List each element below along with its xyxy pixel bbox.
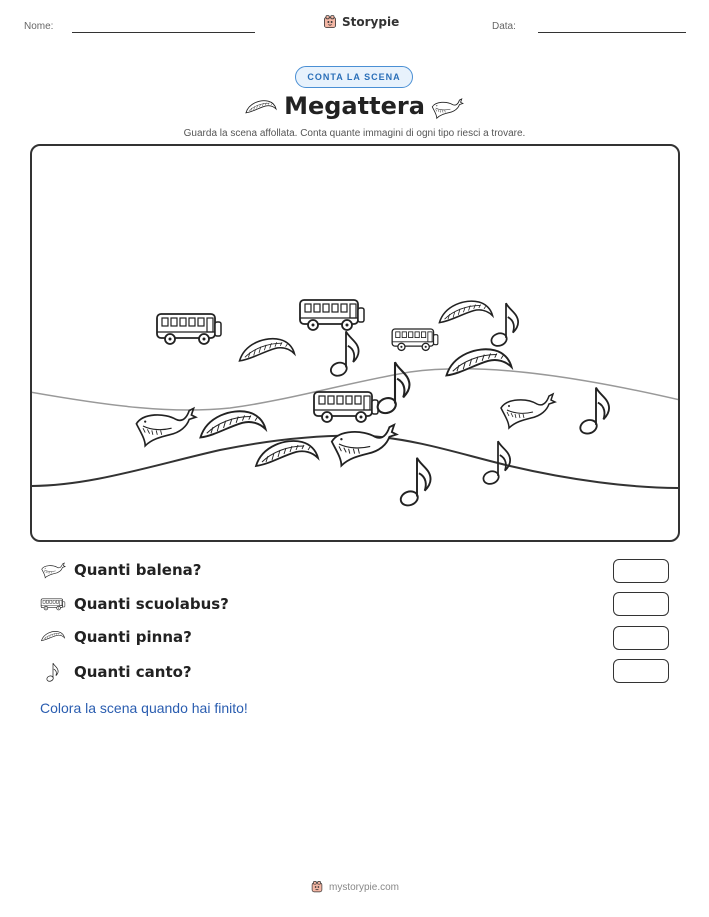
question-row-note (40, 661, 192, 683)
site-footer (0, 880, 709, 894)
answer-box-bus[interactable] (613, 592, 669, 616)
whale-icon[interactable] (332, 425, 397, 466)
fin-icon[interactable] (439, 301, 492, 322)
answer-box-fin[interactable] (613, 626, 669, 650)
brand-name: Storypie (342, 15, 400, 29)
storypie-logo-icon (322, 14, 338, 30)
music-note-icon[interactable] (399, 458, 431, 508)
whale-icon (40, 561, 66, 579)
music-note-icon[interactable] (482, 441, 510, 486)
fin-icon[interactable] (200, 411, 265, 437)
section-badge: CONTA LA SCENA (295, 66, 413, 88)
school-bus-icon[interactable] (157, 314, 221, 344)
question-text: Quanti pinna? (74, 628, 192, 646)
music-note-icon[interactable] (376, 362, 410, 415)
scene-canvas (30, 144, 680, 542)
instructions: Guarda la scena affollata. Conta quante immagini di ogni tipo riesci a trovare. (183, 128, 526, 139)
fin-icon[interactable] (256, 441, 318, 466)
fin-icon (40, 628, 66, 646)
question-row-bus (40, 595, 229, 613)
fin-icon[interactable] (240, 339, 295, 361)
question-text: Quanti scuolabus? (74, 595, 229, 613)
school-bus-icon[interactable] (392, 329, 438, 350)
date-line[interactable] (538, 32, 686, 33)
music-note-icon (40, 661, 66, 683)
answer-box-note[interactable] (613, 659, 669, 683)
page-title: Megattera (284, 92, 425, 120)
music-note-icon[interactable] (329, 331, 359, 377)
music-note-icon[interactable] (578, 388, 609, 436)
answer-box-whale[interactable] (613, 559, 669, 583)
question-text: Quanti balena? (74, 561, 202, 579)
site-url: mystorypie.com (328, 881, 399, 893)
whale-icon[interactable] (501, 394, 555, 428)
school-bus-icon (40, 595, 66, 613)
storypie-logo-icon (310, 880, 324, 894)
whale-icon (430, 96, 464, 120)
fin-icon[interactable] (446, 349, 511, 375)
school-bus-icon[interactable] (300, 300, 364, 330)
school-bus-icon[interactable] (314, 392, 378, 422)
music-note-icon[interactable] (490, 303, 518, 348)
name-line[interactable] (72, 32, 255, 33)
scene-frame (30, 144, 680, 542)
question-row-whale (40, 561, 201, 579)
name-label: Nome: (24, 21, 54, 32)
question-text: Quanti canto? (74, 663, 192, 681)
brand-logo (322, 14, 399, 30)
date-label: Data: (492, 21, 516, 32)
coloring-note: Colora la scena quando hai finito! (40, 700, 248, 716)
question-row-fin (40, 628, 192, 646)
whale-icon[interactable] (136, 408, 195, 445)
